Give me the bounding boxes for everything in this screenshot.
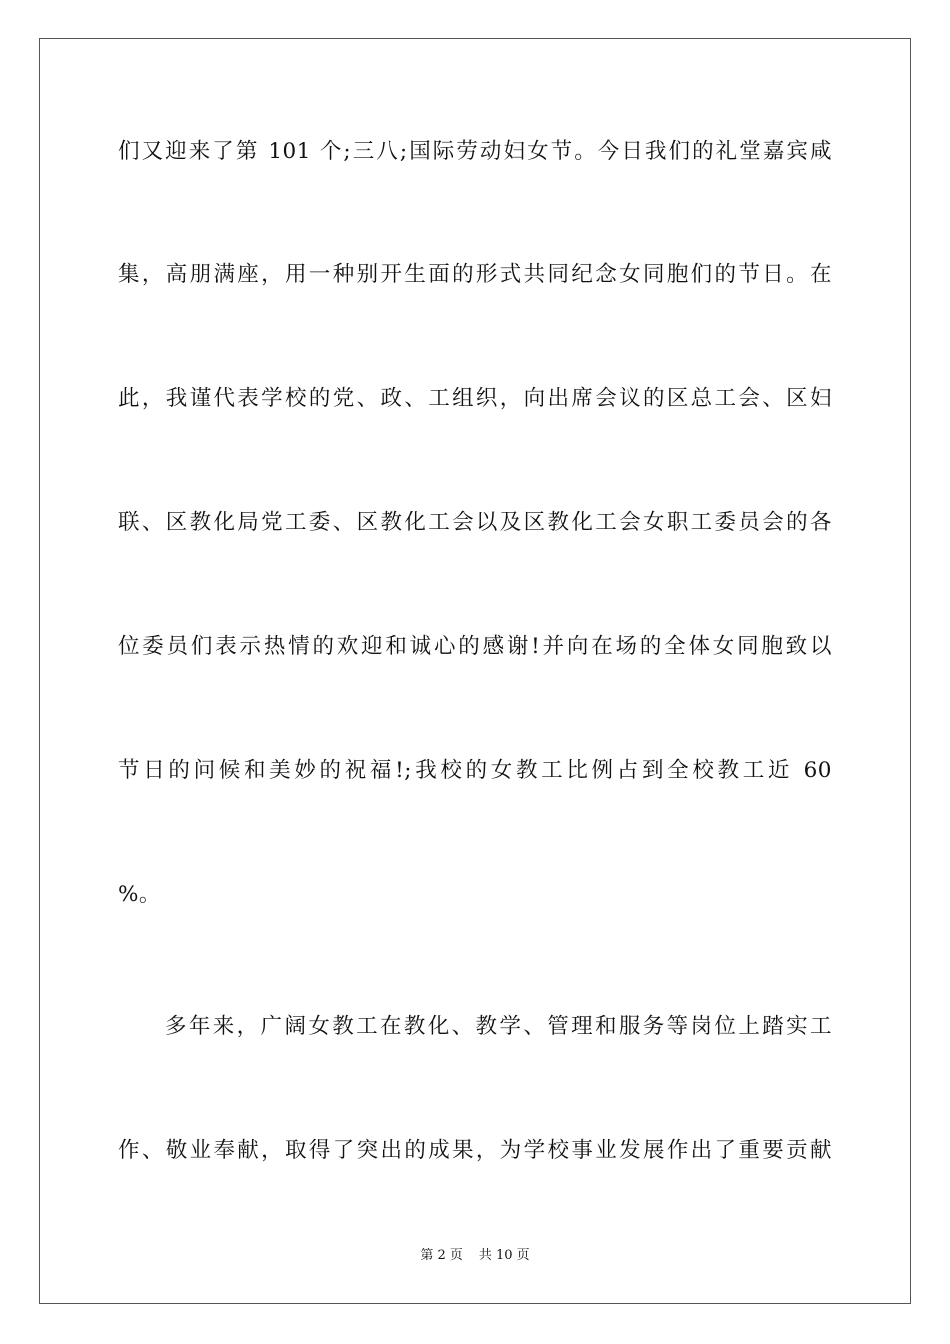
page-footer bbox=[0, 1247, 950, 1265]
text-line-7: %。 bbox=[118, 882, 161, 907]
text-line-2: 集，高朋满座，用一种别开生面的形式共同纪念女同胞们的节日。在 bbox=[118, 262, 832, 287]
paragraph-2-line-1: 多年来，广阔女教工在教化、教学、管理和服务等岗位上踏实工 bbox=[165, 1014, 832, 1039]
paragraph-2-line-2: 作、敬业奉献，取得了突出的成果，为学校事业发展作出了重要贡献 bbox=[118, 1138, 832, 1163]
text-line-1: 们又迎来了第 101 个;三八;国际劳动妇女节。今日我们的礼堂嘉宾咸 bbox=[118, 139, 832, 164]
page-number: 第 2 页 bbox=[420, 1248, 463, 1263]
text-line-5: 位委员们表示热情的欢迎和诚心的感谢!并向在场的全体女同胞致以 bbox=[118, 634, 832, 659]
page-frame bbox=[39, 38, 911, 1304]
text-line-3: 此，我谨代表学校的党、政、工组织，向出席会议的区总工会、区妇 bbox=[118, 386, 832, 411]
page-total: 共 10 页 bbox=[478, 1248, 530, 1263]
text-line-6: 节日的问候和美妙的祝福!;我校的女教工比例占到全校教工近 60 bbox=[118, 758, 832, 783]
text-line-4: 联、区教化局党工委、区教化工会以及区教化工会女职工委员会的各 bbox=[118, 510, 832, 535]
